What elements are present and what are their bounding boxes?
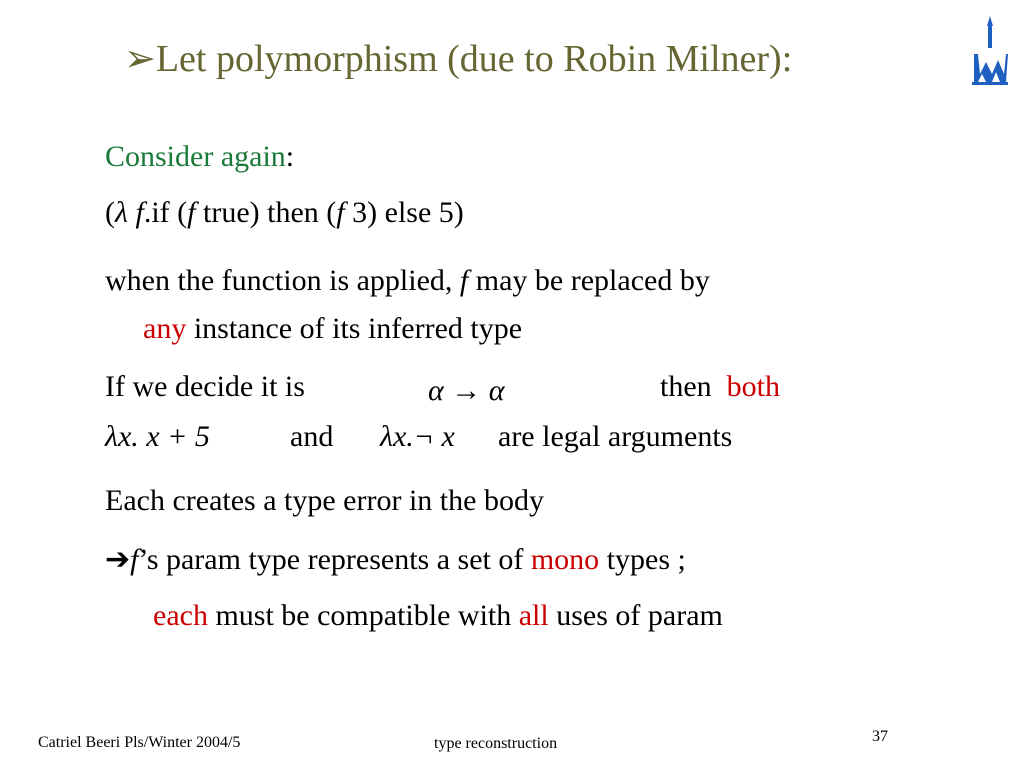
arrow-icon: ➔ xyxy=(105,543,131,576)
param-f: f xyxy=(130,543,139,576)
both-word: both xyxy=(726,370,780,403)
expr-f: f xyxy=(336,196,345,229)
mono-word: mono xyxy=(530,543,600,576)
expr-open: ( xyxy=(105,196,115,229)
expr-f: f xyxy=(135,196,144,229)
page-number: 37 xyxy=(872,728,888,745)
then-word: then xyxy=(660,370,712,403)
footer-author: Catriel Beeri Pls/Winter 2004/5 xyxy=(38,734,241,751)
compat-text: must be compatible with xyxy=(207,599,519,632)
expr-tail: 3) else 5) xyxy=(344,196,464,229)
all-word: all xyxy=(518,599,549,632)
lambda-expr-b: λx.¬ x xyxy=(380,420,455,453)
then-both xyxy=(660,372,780,402)
param-text: ’s param type represents a set of xyxy=(138,543,531,576)
title-text: Let polymorphism (due to Robin Milner): xyxy=(155,38,793,80)
any-line xyxy=(143,314,522,344)
if-line-text xyxy=(105,372,305,402)
type-expression: α → α xyxy=(428,374,505,407)
consider-line xyxy=(105,142,294,172)
expr-if: .if ( xyxy=(143,196,188,229)
compat-tail: uses of param xyxy=(548,599,723,632)
expr-f: f xyxy=(187,196,196,229)
any-word: any xyxy=(143,312,187,345)
consider-label: Consider again xyxy=(105,140,286,173)
hebrew-university-logo-icon xyxy=(970,14,1010,86)
lambda-expression xyxy=(105,198,464,228)
legal-arguments: are legal arguments xyxy=(498,420,733,453)
compat-line xyxy=(153,601,723,631)
lambda-expr-a: λx. x + 5 xyxy=(105,420,210,453)
when-line xyxy=(105,266,710,296)
param-tail: types ; xyxy=(599,543,686,576)
param-line xyxy=(105,545,686,575)
title-bullet-icon: ➢ xyxy=(124,38,156,80)
if-text: If we decide it is xyxy=(105,370,305,403)
and-word: and xyxy=(290,420,334,453)
expr-lambda: λ xyxy=(115,196,128,229)
each-creates-line: Each creates a type error in the body xyxy=(105,484,544,517)
any-tail: instance of its inferred type xyxy=(186,312,523,345)
slide-title xyxy=(124,40,792,78)
each-word: each xyxy=(153,599,208,632)
consider-colon: : xyxy=(285,140,295,173)
when-tail: may be replaced by xyxy=(468,264,710,297)
when-f: f xyxy=(459,264,469,297)
expr-true-then: true) then ( xyxy=(195,196,337,229)
footer-topic: type reconstruction xyxy=(434,735,558,752)
when-text: when the function is applied, xyxy=(105,264,453,297)
